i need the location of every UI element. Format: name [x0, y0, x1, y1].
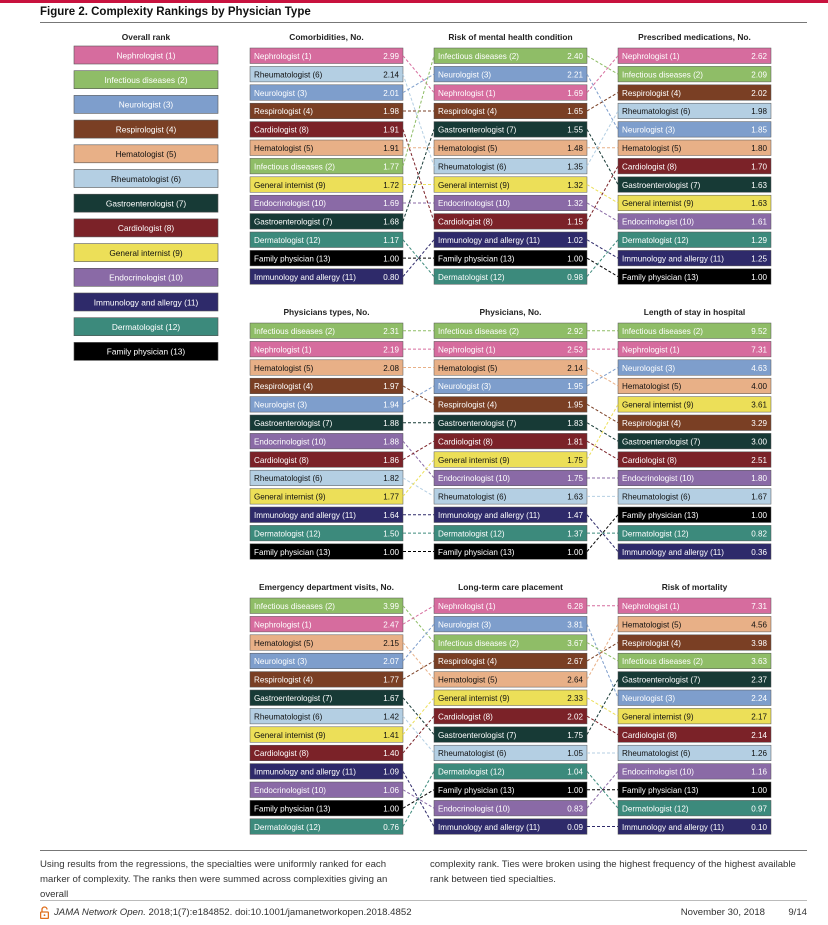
rank-box-label: Immunology and allergy (11): [254, 511, 356, 520]
rank-box-label: Neurologist (3): [438, 382, 492, 392]
rank-box-value: 1.32: [567, 199, 583, 209]
rank-box-label: Nephrologist (1): [438, 602, 496, 611]
rank-box-value: 2.33: [567, 694, 583, 703]
rank-box-label: Dermatologist (12): [438, 767, 505, 777]
connector-infectious-diseases: [587, 56, 618, 74]
rank-box-value: 1.06: [383, 786, 399, 795]
rank-box-value: 1.00: [567, 254, 583, 264]
rank-box-value: 2.14: [751, 730, 767, 740]
rank-box-value: 1.00: [751, 272, 767, 282]
rank-box-value: 1.32: [567, 180, 583, 190]
rank-box-value: 4.00: [751, 382, 767, 392]
rank-box-label: General internist (9): [438, 180, 510, 190]
overall-rank-label: Cardiologist (8): [117, 223, 175, 234]
rank-box-label: Immunology and allergy (11): [438, 822, 540, 832]
rank-box-value: 2.47: [383, 620, 399, 630]
rank-box-value: 2.67: [567, 657, 583, 667]
rank-box-value: 2.19: [383, 345, 399, 355]
rank-box-label: Dermatologist (12): [254, 529, 321, 539]
rank-box-label: Respirologist (4): [438, 107, 497, 117]
overall-rank-label: Gastroenterologist (7): [105, 198, 187, 209]
footer-rule: [40, 900, 807, 901]
rank-box-value: 4.56: [751, 620, 767, 630]
connector-respirologist: [587, 404, 618, 422]
rank-box-value: 6.28: [567, 602, 583, 611]
rank-box-value: 1.81: [567, 437, 583, 447]
overall-rank-label: General internist (9): [109, 247, 183, 258]
connector-dermatologist: [403, 771, 434, 826]
rank-box-value: 1.00: [751, 511, 767, 520]
rank-box-label: Immunology and allergy (11): [254, 272, 356, 282]
rank-box-label: Rheumatologist (6): [438, 749, 507, 759]
rank-box-label: Neurologist (3): [254, 400, 308, 410]
rank-box-value: 1.09: [383, 767, 399, 777]
citation-details: 2018;1(7):e184852. doi:10.1001/jamanetworkopen.2018.4852: [145, 907, 412, 918]
rank-box-value: 0.76: [383, 822, 399, 832]
rank-box-value: 2.09: [751, 70, 767, 80]
rank-box-label: Cardiologist (8): [438, 712, 493, 722]
rank-box-value: 2.64: [567, 675, 583, 685]
connector-neurologist: [587, 624, 618, 698]
overall-rank-label: Respirologist (4): [115, 124, 177, 135]
rank-box-value: 1.77: [383, 675, 399, 685]
rank-box-label: Neurologist (3): [254, 657, 308, 667]
rank-box-value: 1.67: [383, 694, 399, 703]
rank-box-label: Respirologist (4): [622, 88, 681, 98]
rank-box-label: Cardiologist (8): [438, 217, 493, 227]
rank-box-value: 0.80: [383, 272, 399, 282]
rank-box-label: Infectious diseases (2): [254, 327, 335, 336]
rank-box-label: General internist (9): [438, 694, 510, 703]
rank-box-label: Hematologist (5): [254, 144, 314, 153]
rank-box-value: 3.63: [751, 657, 767, 667]
rank-box-label: Neurologist (3): [622, 694, 676, 703]
rank-box-value: 2.53: [567, 345, 583, 355]
rank-box-value: 3.61: [751, 400, 767, 410]
rank-box-value: 1.75: [567, 730, 583, 740]
rank-box-value: 2.17: [751, 712, 767, 722]
rank-box-value: 1.69: [383, 199, 399, 209]
rank-box-label: Hematologist (5): [622, 382, 682, 392]
rank-box-value: 1.95: [567, 400, 583, 410]
rank-box-label: Nephrologist (1): [254, 620, 312, 630]
rank-box-value: 1.77: [383, 162, 399, 172]
rank-box-value: 2.92: [567, 327, 583, 336]
rank-box-label: Hematologist (5): [622, 620, 682, 630]
rank-box-value: 1.69: [567, 88, 583, 98]
rank-box-label: Family physician (13): [438, 547, 515, 557]
figure-title: Figure 2. Complexity Rankings by Physician Type: [40, 6, 311, 18]
panel-title-risk-of-mental-health-condition: Risk of mental health condition: [448, 32, 573, 42]
rank-box-label: Endocrinologist (10): [254, 199, 326, 209]
connector-family-physician: [587, 258, 618, 276]
rank-box-value: 2.15: [383, 638, 399, 648]
rank-box-label: Family physician (13): [438, 254, 515, 264]
rank-box-label: Endocrinologist (10): [438, 804, 510, 814]
rank-box-label: Family physician (13): [254, 547, 331, 557]
rank-box-value: 1.98: [383, 107, 399, 117]
citation: [54, 907, 412, 918]
rank-box-label: Dermatologist (12): [254, 236, 321, 245]
rank-box-value: 1.00: [567, 547, 583, 557]
overall-rank-label: Hematologist (5): [115, 149, 177, 160]
overall-rank-label: Immunology and allergy (11): [93, 297, 199, 308]
rank-box-label: Respirologist (4): [254, 675, 313, 685]
rank-box-value: 1.75: [567, 474, 583, 484]
rank-box-label: Endocrinologist (10): [438, 474, 510, 484]
rank-box-value: 1.80: [751, 474, 767, 484]
rank-box-label: Hematologist (5): [438, 675, 498, 685]
panel-title-overall-rank: Overall rank: [121, 32, 171, 42]
rank-box-value: 2.14: [567, 363, 583, 373]
rank-box-label: Family physician (13): [622, 272, 699, 282]
rank-box-label: General internist (9): [622, 199, 694, 209]
rank-box-value: 1.26: [751, 749, 767, 759]
rank-box-label: Gastroenterologist (7): [438, 125, 517, 135]
rank-box-label: Rheumatologist (6): [254, 712, 323, 722]
rank-box-value: 1.67: [751, 492, 767, 502]
rank-box-label: Hematologist (5): [438, 363, 498, 373]
rank-box-label: Respirologist (4): [622, 419, 681, 428]
rank-box-value: 3.29: [751, 419, 767, 428]
rank-box-value: 3.98: [751, 638, 767, 648]
rank-box-label: Cardiologist (8): [254, 455, 309, 465]
overall-rank-label: Rheumatologist (6): [110, 173, 182, 184]
rank-box-value: 1.83: [567, 419, 583, 428]
overall-rank-label: Infectious diseases (2): [104, 75, 188, 85]
rank-box-value: 1.65: [567, 107, 583, 117]
panel-title-comorbidities-no-: Comorbidities, No.: [289, 32, 364, 42]
rank-box-value: 2.14: [383, 70, 399, 80]
rank-box-value: 0.83: [567, 804, 583, 814]
rank-box-label: Cardiologist (8): [622, 455, 677, 465]
rank-box-value: 1.55: [567, 125, 583, 135]
rank-box-label: Endocrinologist (10): [254, 786, 326, 795]
rank-box-label: Gastroenterologist (7): [254, 694, 333, 703]
overall-rank-label: Endocrinologist (10): [109, 272, 183, 283]
page-number: 9/14: [788, 907, 807, 918]
rank-box-value: 1.72: [383, 180, 399, 190]
rank-box-label: Dermatologist (12): [254, 822, 321, 832]
rank-box-label: Respirologist (4): [438, 400, 497, 410]
rank-box-value: 1.02: [567, 236, 583, 245]
rank-box-label: Gastroenterologist (7): [622, 180, 701, 190]
rank-box-value: 9.52: [751, 327, 767, 336]
rank-box-label: Neurologist (3): [622, 125, 676, 135]
rank-box-label: Neurologist (3): [438, 620, 492, 630]
rank-box-value: 2.08: [383, 363, 399, 373]
rank-box-label: Neurologist (3): [622, 363, 676, 373]
rank-box-label: Immunology and allergy (11): [622, 822, 724, 832]
rank-box-label: Immunology and allergy (11): [438, 511, 540, 520]
rank-box-label: Neurologist (3): [438, 70, 492, 80]
rank-box-value: 3.67: [567, 638, 583, 648]
rank-box-value: 1.64: [383, 511, 399, 520]
connector-infectious-diseases: [403, 606, 434, 643]
rank-box-value: 2.37: [751, 675, 767, 685]
connector-general-internist: [587, 404, 618, 459]
connector-endocrinologist: [403, 441, 434, 478]
rank-box-label: Cardiologist (8): [438, 437, 493, 447]
caption-rule: [40, 850, 807, 851]
rank-box-label: Dermatologist (12): [622, 529, 689, 539]
rank-box-label: Rheumatologist (6): [622, 492, 691, 502]
rank-box-value: 1.95: [567, 382, 583, 392]
rank-box-value: 1.98: [751, 107, 767, 117]
rank-box-label: Cardiologist (8): [254, 125, 309, 135]
rank-box-value: 1.82: [383, 474, 399, 484]
rank-box-value: 1.40: [383, 749, 399, 759]
rank-box-value: 0.82: [751, 529, 767, 539]
rank-box-value: 2.62: [751, 52, 767, 61]
rank-box-label: Rheumatologist (6): [438, 492, 507, 502]
caption-right: complexity rank. Ties were broken using the highest frequency of the highest available rank between tied specialties.: [430, 859, 796, 885]
connector-immunology-and-allergy: [587, 240, 618, 258]
connector-neurologist: [403, 74, 434, 92]
rank-box-label: Rheumatologist (6): [254, 70, 323, 80]
rank-box-value: 1.15: [567, 217, 583, 227]
rank-box-label: General internist (9): [622, 712, 694, 722]
rank-box-value: 1.63: [751, 199, 767, 209]
rank-box-value: 3.00: [751, 437, 767, 447]
panel-title-risk-of-mortality: Risk of mortality: [661, 582, 728, 592]
rank-box-value: 1.48: [567, 144, 583, 153]
rank-box-label: Respirologist (4): [254, 107, 313, 117]
rank-box-label: Dermatologist (12): [438, 529, 505, 539]
rank-box-label: Hematologist (5): [254, 363, 314, 373]
caption-left: Using results from the regressions, the specialties were uniformly ranked for each marker of complexity. The ranks then were summed across complexities giving an overall: [40, 859, 388, 900]
page-footer: [40, 906, 807, 922]
rank-box-label: Gastroenterologist (7): [438, 730, 517, 740]
rank-box-label: Nephrologist (1): [254, 345, 312, 355]
rank-box-label: Rheumatologist (6): [438, 162, 507, 172]
rank-box-value: 1.00: [567, 786, 583, 795]
journal-name: JAMA Network Open.: [54, 907, 146, 918]
rank-box-label: Cardiologist (8): [622, 162, 677, 172]
rank-box-value: 1.80: [751, 144, 767, 153]
rank-box-label: Immunology and allergy (11): [254, 767, 356, 777]
rank-box-label: Gastroenterologist (7): [438, 419, 517, 428]
rank-box-value: 0.09: [567, 822, 583, 832]
rank-box-value: 1.68: [383, 217, 399, 227]
rank-box-value: 7.31: [751, 602, 767, 611]
overall-rank-label: Neurologist (3): [118, 99, 174, 110]
rank-box-label: Immunology and allergy (11): [622, 547, 724, 557]
rank-box-value: 2.21: [567, 70, 583, 80]
rank-box-value: 1.00: [383, 547, 399, 557]
rank-box-label: Dermatologist (12): [622, 804, 689, 814]
rank-box-label: Hematologist (5): [622, 144, 682, 153]
rank-box-label: Infectious diseases (2): [254, 602, 335, 611]
rank-box-value: 1.61: [751, 217, 767, 227]
rank-box-value: 1.70: [751, 162, 767, 172]
rank-box-label: Nephrologist (1): [622, 602, 680, 611]
connector-nephrologist: [403, 606, 434, 624]
rank-box-value: 2.51: [751, 455, 767, 465]
rank-box-label: Nephrologist (1): [254, 52, 312, 61]
rank-box-value: 1.77: [383, 492, 399, 502]
rank-box-value: 0.10: [751, 822, 767, 832]
rank-box-value: 1.41: [383, 730, 399, 740]
rank-box-label: Family physician (13): [254, 804, 331, 814]
rank-box-value: 3.81: [567, 620, 583, 630]
rank-box-label: Rheumatologist (6): [622, 749, 691, 759]
rank-box-label: Infectious diseases (2): [622, 657, 703, 667]
rank-box-label: Infectious diseases (2): [254, 162, 335, 172]
rank-box-value: 2.24: [751, 694, 767, 703]
rank-box-value: 1.29: [751, 236, 767, 245]
rank-box-label: Gastroenterologist (7): [254, 217, 333, 227]
rank-box-value: 1.88: [383, 419, 399, 428]
rank-box-value: 1.88: [383, 437, 399, 447]
rank-box-label: Family physician (13): [622, 786, 699, 795]
rank-box-value: 1.47: [567, 511, 583, 520]
rank-box-label: Nephrologist (1): [438, 88, 496, 98]
rank-box-value: 1.42: [383, 712, 399, 722]
rank-box-label: Respirologist (4): [438, 657, 497, 667]
rank-box-value: 1.17: [383, 236, 399, 245]
rank-box-label: Rheumatologist (6): [254, 474, 323, 484]
rank-box-label: Gastroenterologist (7): [254, 419, 333, 428]
rank-box-label: Respirologist (4): [254, 382, 313, 392]
rank-box-label: Immunology and allergy (11): [438, 236, 540, 245]
connector-cardiologist: [403, 441, 434, 459]
rank-box-value: 1.00: [751, 786, 767, 795]
rank-box-value: 0.97: [751, 804, 767, 814]
connector-neurologist: [587, 74, 618, 129]
rank-box-label: Family physician (13): [438, 786, 515, 795]
rank-box-label: Rheumatologist (6): [622, 107, 691, 117]
connector-hematologist: [403, 643, 434, 680]
connector-neurologist: [403, 624, 434, 661]
rank-box-value: 1.85: [751, 125, 767, 135]
panel-title-emergency-department-visits-no-: Emergency department visits, No.: [259, 582, 394, 592]
rank-box-label: Gastroenterologist (7): [622, 437, 701, 447]
rank-box-value: 1.91: [383, 125, 399, 135]
rank-box-label: Infectious diseases (2): [622, 327, 703, 336]
rank-box-value: 1.37: [567, 529, 583, 539]
rank-box-value: 1.00: [383, 804, 399, 814]
rank-box-label: Endocrinologist (10): [254, 437, 326, 447]
rank-box-value: 3.99: [383, 602, 399, 611]
rank-box-label: Infectious diseases (2): [438, 638, 519, 648]
connector-rheumatologist: [403, 74, 434, 166]
rank-box-label: Cardiologist (8): [254, 749, 309, 759]
rank-box-value: 2.02: [751, 88, 767, 98]
rank-box-label: Respirologist (4): [622, 638, 681, 648]
publication-date: November 30, 2018: [680, 907, 765, 918]
rank-box-label: General internist (9): [622, 400, 694, 410]
overall-rank-label: Nephrologist (1): [116, 50, 176, 61]
connector-respirologist: [403, 661, 434, 679]
rank-box-label: Endocrinologist (10): [438, 199, 510, 209]
rank-box-label: General internist (9): [254, 492, 326, 502]
rank-box-value: 0.36: [751, 547, 767, 557]
rank-box-value: 1.00: [383, 254, 399, 264]
connector-rheumatologist: [403, 478, 434, 496]
rank-box-value: 2.01: [383, 88, 399, 98]
rank-box-value: 2.40: [567, 52, 583, 61]
rank-box-value: 2.99: [383, 52, 399, 61]
rank-box-label: Immunology and allergy (11): [622, 254, 724, 264]
rank-box-label: General internist (9): [438, 455, 510, 465]
rank-box-value: 2.07: [383, 657, 399, 667]
panel-title-physicians-no-: Physicians, No.: [479, 307, 542, 317]
rank-box-label: Infectious diseases (2): [622, 70, 703, 80]
rank-box-value: 1.63: [567, 492, 583, 502]
rank-box-label: Hematologist (5): [254, 638, 314, 648]
connector-gastroenterologist: [587, 679, 618, 734]
rank-box-label: General internist (9): [254, 730, 326, 740]
rank-box-value: 7.31: [751, 345, 767, 355]
rank-box-value: 1.05: [567, 749, 583, 759]
rank-box-label: Cardiologist (8): [622, 730, 677, 740]
rank-box-value: 1.75: [567, 455, 583, 465]
rank-box-label: Dermatologist (12): [438, 272, 505, 282]
rank-box-value: 4.63: [751, 363, 767, 373]
rank-box-value: 1.91: [383, 144, 399, 153]
rank-box-label: Endocrinologist (10): [622, 217, 694, 227]
rank-box-label: Family physician (13): [622, 511, 699, 520]
overall-rank-label: Dermatologist (12): [111, 322, 181, 332]
rank-box-label: Nephrologist (1): [622, 52, 680, 61]
rank-box-label: Nephrologist (1): [438, 345, 496, 355]
panel-title-physicians-types-no-: Physicians types, No.: [283, 307, 370, 317]
rank-box-value: 1.16: [751, 767, 767, 777]
panel-title-length-of-stay-in-hospital: Length of stay in hospital: [643, 307, 746, 317]
panel-title-long-term-care-placement: Long-term care placement: [458, 582, 563, 592]
rank-box-value: 1.97: [383, 382, 399, 392]
rank-box-value: 1.63: [751, 180, 767, 190]
rank-box-label: Gastroenterologist (7): [622, 675, 701, 685]
connector-hematologist: [587, 624, 618, 679]
rank-box-label: Dermatologist (12): [622, 236, 689, 245]
rank-box-value: 1.86: [383, 455, 399, 465]
rank-box-label: Infectious diseases (2): [438, 52, 519, 61]
rank-box-value: 2.31: [383, 327, 399, 336]
rank-box-value: 1.25: [751, 254, 767, 264]
connector-nephrologist: [587, 56, 618, 93]
rank-box-label: Family physician (13): [254, 254, 331, 264]
rank-box-value: 2.02: [567, 712, 583, 722]
rank-box-value: 1.04: [567, 767, 583, 777]
rank-box-value: 1.94: [383, 400, 399, 410]
rank-box-label: Endocrinologist (10): [622, 767, 694, 777]
open-access-lock-icon: [40, 906, 49, 919]
connector-general-internist: [403, 460, 434, 497]
panel-title-prescribed-medications-no-: Prescribed medications, No.: [638, 32, 751, 42]
rank-box-value: 0.98: [567, 272, 583, 282]
rank-box-label: Infectious diseases (2): [438, 327, 519, 336]
overall-rank-label: Family physician (13): [106, 346, 186, 357]
connector-dermatologist: [587, 240, 618, 277]
rank-box-label: Neurologist (3): [254, 88, 308, 98]
rank-box-label: Endocrinologist (10): [622, 474, 694, 484]
connector-cardiologist: [587, 166, 618, 221]
rank-box-value: 1.35: [567, 162, 583, 172]
rank-box-label: Nephrologist (1): [622, 345, 680, 355]
rank-box-label: Hematologist (5): [438, 144, 498, 153]
rank-box-value: 1.50: [383, 529, 399, 539]
rank-box-label: General internist (9): [254, 180, 326, 190]
